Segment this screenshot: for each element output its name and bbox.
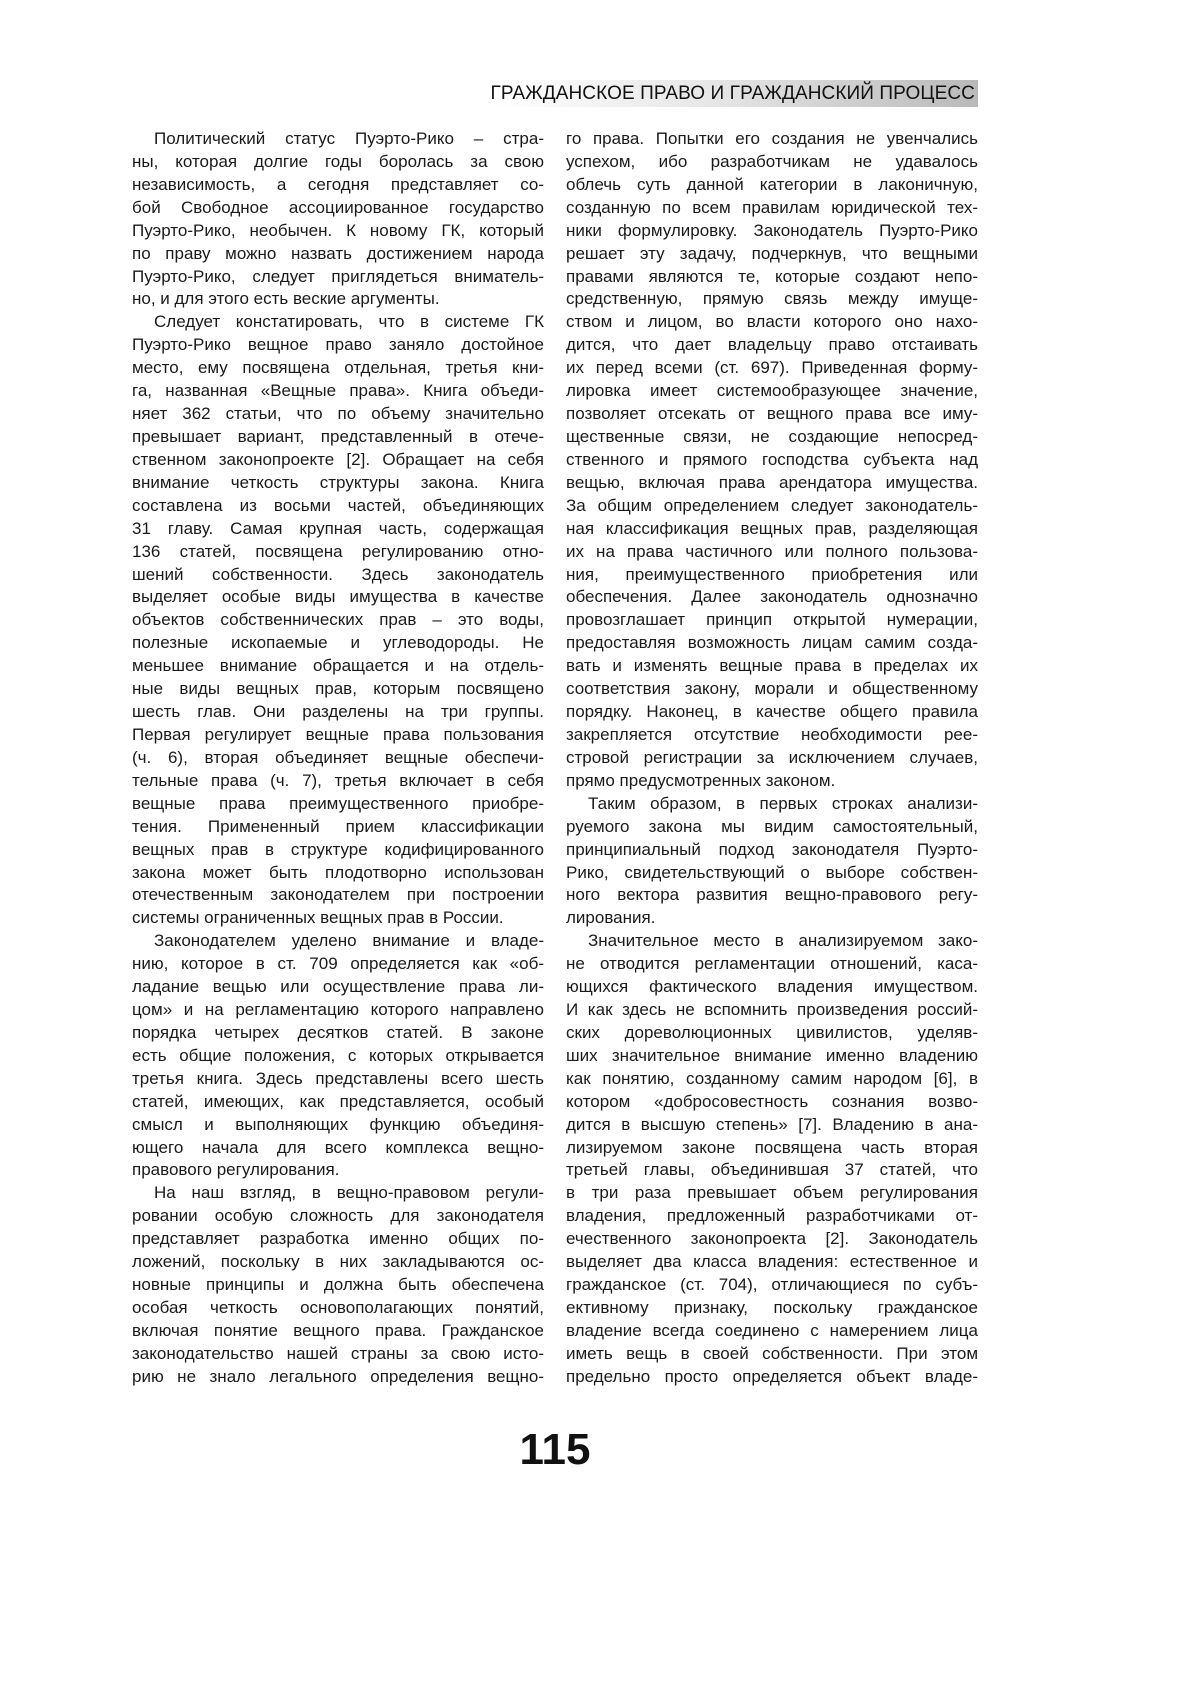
- text-line: (ч. 6), вторая объединяет вещные обеспечи-: [132, 747, 544, 770]
- text-line: законодательство нашей страны за свою исто-: [132, 1343, 544, 1366]
- text-line: няет 362 статьи, что по объему значительно: [132, 403, 544, 426]
- text-line: созданную по всем правилам юридической тех-: [566, 197, 978, 220]
- text-line: ния, преимущественного приобретения или: [566, 564, 978, 587]
- text-line: есть общие положения, с которых открывается: [132, 1045, 544, 1068]
- text-line: решает эту задачу, подчеркнув, что вещными: [566, 243, 978, 266]
- text-line: тельные права (ч. 7), третья включает в себя: [132, 770, 544, 793]
- text-line: лизируемом законе посвящена часть вторая: [566, 1137, 978, 1160]
- text-line: дится в высшую степень» [7]. Владению в ана-: [566, 1114, 978, 1137]
- text-line: составлена из восьми частей, объединяющих: [132, 495, 544, 518]
- text-line: нию, которое в ст. 709 определяется как «об-: [132, 953, 544, 976]
- text-line: ственном законопроекте [2]. Обращает на себя: [132, 449, 544, 472]
- text-line: лировка имеет системообразующее значение,: [566, 380, 978, 403]
- text-line: в три раза превышает объем регулирования: [566, 1182, 978, 1205]
- text-line: провозглашает принцип открытой нумерации,: [566, 609, 978, 632]
- text-line: ственного и прямого господства субъекта над: [566, 449, 978, 472]
- text-line: ладание вещью или осуществление права ли-: [132, 976, 544, 999]
- text-line: И как здесь не вспомнить произведения россий-: [566, 999, 978, 1022]
- text-line: Пуэрто-Рико, необычен. К новому ГК, который: [132, 220, 544, 243]
- text-line: третьей главы, объединившая 37 статей, что: [566, 1159, 978, 1182]
- text-line: На наш взгляд, в вещно-правовом регули-: [132, 1182, 544, 1205]
- text-line: ших значительное внимание именно владению: [566, 1045, 978, 1068]
- text-line: ективному признаку, поскольку гражданское: [566, 1297, 978, 1320]
- text-line: как понятию, созданному самим народом [6], в: [566, 1068, 978, 1091]
- text-line: выделяет особые виды имущества в качестве: [132, 586, 544, 609]
- text-line: шений собственности. Здесь законодатель: [132, 564, 544, 587]
- text-column-left: [132, 128, 544, 1389]
- text-line: ством и лицом, во власти которого оно нахо-: [566, 311, 978, 334]
- text-line: их перед всеми (ст. 697). Приведенная форму-: [566, 357, 978, 380]
- paragraph: [566, 930, 978, 1388]
- text-line: Политический статус Пуэрто-Рико – стра-: [132, 128, 544, 151]
- text-line: вещных прав в структуре кодифицированного: [132, 839, 544, 862]
- text-line: обеспечения. Далее законодатель однозначно: [566, 586, 978, 609]
- text-line: шесть глав. Они разделены на три группы.: [132, 701, 544, 724]
- text-line: включая понятие вещного права. Гражданское: [132, 1320, 544, 1343]
- text-line: меньшее внимание обращается и на отдель-: [132, 655, 544, 678]
- text-line: Следует констатировать, что в системе ГК: [132, 311, 544, 334]
- text-line: лирования.: [566, 907, 978, 930]
- text-line: их на права частичного или полного пользова-: [566, 541, 978, 564]
- text-line: статей, имеющих, как представляется, особый: [132, 1091, 544, 1114]
- text-line: рию не знало легального определения вещно-: [132, 1366, 544, 1389]
- text-line: представляет разработка именно общих по-: [132, 1228, 544, 1251]
- text-line: порядку. Наконец, в качестве общего правила: [566, 701, 978, 724]
- text-line: по праву можно назвать достижением народа: [132, 243, 544, 266]
- text-line: вещные права преимущественного приобре-: [132, 793, 544, 816]
- text-line: владения, предложенный разработчиками от-: [566, 1205, 978, 1228]
- paragraph: [566, 128, 978, 793]
- text-line: принципиальный подход законодателя Пуэрто-: [566, 839, 978, 862]
- page-number: 115: [0, 1425, 1110, 1475]
- text-line: соответствия закону, морали и общественному: [566, 678, 978, 701]
- text-line: но, и для этого есть веские аргументы.: [132, 288, 544, 311]
- text-line: средственную, прямую связь между имуще-: [566, 288, 978, 311]
- text-line: прямо предусмотренных законом.: [566, 770, 978, 793]
- text-line: ная классификация вещных прав, разделяющая: [566, 518, 978, 541]
- text-line: правового регулирования.: [132, 1159, 544, 1182]
- text-line: правами являются те, которые создают непо-: [566, 266, 978, 289]
- text-line: внимание четкость структуры закона. Книга: [132, 472, 544, 495]
- text-line: ники формулировку. Законодатель Пуэрто-Рико: [566, 220, 978, 243]
- text-line: не отводится регламентации отношений, каса-: [566, 953, 978, 976]
- text-line: порядка четырех десятков статей. В законе: [132, 1022, 544, 1045]
- text-line: бой Свободное ассоциированное государство: [132, 197, 544, 220]
- text-line: 136 статей, посвящена регулированию отно-: [132, 541, 544, 564]
- running-header-title: ГРАЖДАНСКОЕ ПРАВО И ГРАЖДАНСКИЙ ПРОЦЕСС: [490, 83, 975, 105]
- text-line: предельно просто определяется объект владе-: [566, 1366, 978, 1389]
- text-line: дится, что дает владельцу право отстаивать: [566, 334, 978, 357]
- text-line: Рико, свидетельствующий о выборе собствен-: [566, 862, 978, 885]
- text-line: новные принципы и должна быть обеспечена: [132, 1274, 544, 1297]
- text-line: щественные связи, не создающие непосред-: [566, 426, 978, 449]
- paragraph: [566, 793, 978, 931]
- text-line: Первая регулирует вещные права пользования: [132, 724, 544, 747]
- text-line: место, ему посвящена отдельная, третья кни-: [132, 357, 544, 380]
- text-line: го права. Попытки его создания не увенчались: [566, 128, 978, 151]
- text-line: Пуэрто-Рико, следует приглядеться вниматель-: [132, 266, 544, 289]
- text-line: тения. Примененный прием классификации: [132, 816, 544, 839]
- text-line: За общим определением следует законодатель-: [566, 495, 978, 518]
- text-line: ны, которая долгие годы боролась за свою: [132, 151, 544, 174]
- text-line: ских дореволюционных цивилистов, уделяв-: [566, 1022, 978, 1045]
- text-line: гражданское (ст. 704), отличающиеся по субъ-: [566, 1274, 978, 1297]
- text-line: ечественного законопроекта [2]. Законодатель: [566, 1228, 978, 1251]
- text-line: отечественным законодателем при построении: [132, 884, 544, 907]
- text-line: 31 главу. Самая крупная часть, содержащая: [132, 518, 544, 541]
- text-line: смысл и выполняющих функцию объединя-: [132, 1114, 544, 1137]
- paragraph: [132, 311, 544, 930]
- text-line: вещью, включая права арендатора имущества.: [566, 472, 978, 495]
- text-line: га, названная «Вещные права». Книга объеди-: [132, 380, 544, 403]
- text-line: ного вектора развития вещно-правового регу-: [566, 884, 978, 907]
- text-line: закрепляется отсутствие необходимости рее-: [566, 724, 978, 747]
- text-line: вать и изменять вещные права в пределах их: [566, 655, 978, 678]
- text-line: ющего начала для всего комплекса вещно-: [132, 1137, 544, 1160]
- text-line: облечь суть данной категории в лаконичную,: [566, 174, 978, 197]
- text-line: особая четкость основополагающих понятий,: [132, 1297, 544, 1320]
- text-line: ложений, поскольку в них закладываются ос-: [132, 1251, 544, 1274]
- text-line: Значительное место в анализируемом зако-: [566, 930, 978, 953]
- text-line: полезные ископаемые и углеводороды. Не: [132, 632, 544, 655]
- text-line: владение всегда соединено с намерением лица: [566, 1320, 978, 1343]
- text-line: успехом, ибо разработчикам не удавалось: [566, 151, 978, 174]
- text-line: ющихся фактического владения имуществом.: [566, 976, 978, 999]
- text-line: выделяет два класса владения: естественное и: [566, 1251, 978, 1274]
- text-line: ные виды вещных прав, которым посвящено: [132, 678, 544, 701]
- paragraph: [132, 930, 544, 1182]
- text-line: ровании особую сложность для законодателя: [132, 1205, 544, 1228]
- text-line: цом» и на регламентацию которого направлено: [132, 999, 544, 1022]
- text-line: третья книга. Здесь представлены всего шесть: [132, 1068, 544, 1091]
- text-line: руемого закона мы видим самостоятельный,: [566, 816, 978, 839]
- paragraph: [132, 1182, 544, 1388]
- text-line: стровой регистрации за исключением случаев,: [566, 747, 978, 770]
- text-line: Таким образом, в первых строках анализи-: [566, 793, 978, 816]
- text-line: закона может быть плодотворно использован: [132, 862, 544, 885]
- text-line: независимость, а сегодня представляет со-: [132, 174, 544, 197]
- text-line: Пуэрто-Рико вещное право заняло достойное: [132, 334, 544, 357]
- text-line: системы ограниченных вещных прав в России.: [132, 907, 544, 930]
- text-column-right: [566, 128, 978, 1389]
- text-line: иметь вещь в своей собственности. При этом: [566, 1343, 978, 1366]
- text-line: Законодателем уделено внимание и владе-: [132, 930, 544, 953]
- text-line: предоставляя возможность лицам самим созда-: [566, 632, 978, 655]
- text-line: превышает вариант, представленный в отече-: [132, 426, 544, 449]
- text-line: позволяет отсекать от вещного права все иму-: [566, 403, 978, 426]
- text-line: объектов собственнических прав – это воды,: [132, 609, 544, 632]
- paragraph: [132, 128, 544, 311]
- text-line: котором «добросовестность сознания возво-: [566, 1091, 978, 1114]
